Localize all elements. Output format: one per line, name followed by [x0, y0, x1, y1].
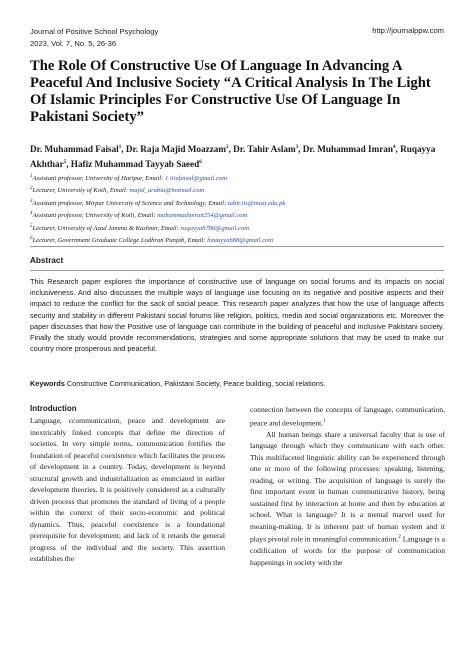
keywords-line [30, 379, 444, 388]
body-column-left [30, 404, 225, 565]
section-divider [30, 270, 444, 271]
email-link[interactable]: majid_arabia@hotmail.com [129, 187, 205, 195]
section-divider [30, 246, 444, 247]
affiliation-item: $^4$Assistant professor, University of Kotli, Email: muhammadimran254@gmail.com [30, 211, 248, 220]
author-sup: 4 [393, 145, 396, 150]
running-header [30, 26, 158, 50]
affiliation-item: $^5$Lecturer, University of Azad Jammu & Kashmir, Email: ruqayyah786@gmail.com [30, 223, 249, 232]
footnote-ref[interactable]: 2 [398, 535, 401, 541]
email-link[interactable]: muhammadimran254@gmail.com [157, 212, 248, 220]
author-name: Hafiz Muhammad Tayyab Saeed [70, 159, 200, 170]
footnote-ref[interactable]: 1 [323, 418, 326, 424]
author-sup: 6 [199, 160, 202, 166]
author-name: Dr. Muhammad Imran [302, 144, 394, 155]
keywords-text: Constructive Communication, Pakistani Society, Peace building, social relations. [66, 379, 326, 388]
keywords-label: Keywords [30, 379, 65, 388]
author-sup: 1 [118, 145, 122, 150]
affiliation-list [30, 172, 444, 246]
journal-url-link[interactable]: http://journalppw.com [372, 26, 444, 35]
affiliation-item: $^2$Lecturer, University of Kotli, Email: majid_arabia@hotmail.com [30, 186, 205, 195]
email-link[interactable]: ruqayyah786@gmail.com [180, 224, 249, 232]
abstract-heading: Abstract [30, 256, 64, 265]
author-name: Dr. Muhammad Faisal [30, 144, 119, 155]
author-sup: 3 [295, 145, 299, 150]
author-sup: 5 [63, 160, 67, 166]
author-name: Dr. Tahir Aslam [233, 144, 296, 155]
author-name: Ruqayya Akhthar [30, 144, 436, 170]
journal-name: Journal of Positive School Psychology [30, 27, 159, 36]
email-link[interactable]: 1 iiiufaisal@gmail.com [164, 175, 227, 183]
affiliation-item: $^3$Assistant professor, Mirpur University of Science and Technology, Email: tahir.iis@must.edu.pk [30, 198, 286, 207]
affiliation-item: $^1$Assistant professor, University of Haripur, Email: 1 iiiufaisal@gmail.com [30, 174, 227, 183]
paper-title: The Role Of Constructive Use Of Language In Advancing A Peaceful And Inclusive Society “A Critical Analysis In The Light Of Islamic Principles For Constructive Use Of Language In Pakistani Society” [30, 58, 431, 125]
body-paragraph: Language, ccommunication, peace and development are inextricably linked concepts that define the direction of societies. In very simple terms, communication fortifies the foundation of peaceful coexistence which facilitates the process of development in a country. Today, development is beyond structural growth and industrialization as enunciated in earlier development theories. It is positively considered as a culturally driven process that promotes the standard of living of a people within the context of their socio-economic and political dynamics. Thus, peaceful coexistence is a foundational prerequisite for development; and lack of it retards the general progress of the individual and the society. This assertion establishes the [30, 416, 225, 563]
body-paragraph: All human beings share a universal faculty that is use of language through which they communicate with each other. This multifaceted linguistic ability can be experienced through one or more of the following processes: speaking, listening, reading, or writing. The acquisition of language is surely the first important event in human communicative history, being sustained first by interaction at home and then by education at school. What is language? It is a mental marvel used for meaning-making. It is inherent part of human system and it plays pivotal role in meaningful communication.$^2$ Language is a codification of words for the purpose of communication happenings in society with the [250, 429, 445, 567]
journal-volume: 2023, Vol. 7, No. 5, 26-36 [30, 39, 117, 48]
author-name: Dr. Raja Majid Moazzam [125, 144, 227, 155]
author-sup: 2 [226, 145, 229, 150]
abstract-text: This Research paper explores the importance of constructive use of language on social forums and its impacts on social inclusiveness. And also discusses the multiple ways of language use focusing on its negative and positive aspects and their impact to reduce the conflict for the sack of social peace. This research paper analyzes that how the use of language affects security and stability in different Pakistani social forums like religion, politics, media and social organizations etc. Moreover the paper discusses that how the Positive use of language can contribute in the building of peaceful and inclusive Pakistani society. Finally the study would provide recommendations, strategies and some appropriate solutions that may be used to make our country more prosperous and peaceful. [30, 277, 444, 354]
affiliation-item: $^6$Lecturer, Government Graduate College Lodhran Punjab, Email: hmtayyab88@gmail.com [30, 235, 274, 245]
email-link[interactable]: hmtayyab88@gmail.com [207, 237, 274, 245]
email-link[interactable]: tahir.iis@must.edu.pk [227, 199, 286, 207]
introduction-heading: Introduction [30, 404, 77, 413]
body-paragraph: connection between the concepts of language, communication, peace and development.$^1$ [250, 405, 445, 428]
body-column-right [250, 404, 445, 568]
author-list: Dr. Muhammad Faisal$^1$, Dr. Raja Majid Moazzam$^2$, Dr. Tahir Aslam$^3$, Dr. Muhammad Imran$^4$, Ruqayya Akhthar$^5$, Hafiz Muhammad Tayyab Saeed$^6$ [30, 144, 436, 170]
